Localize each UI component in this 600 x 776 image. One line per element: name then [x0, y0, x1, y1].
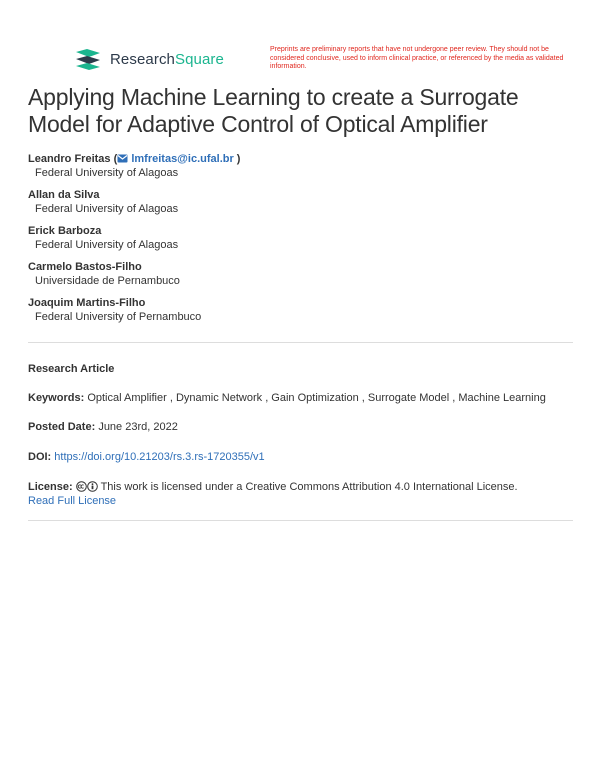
research-square-logo[interactable] [74, 46, 224, 72]
divider-top [28, 342, 573, 343]
author-email-link[interactable] [117, 153, 233, 165]
doi-line [28, 450, 578, 464]
paper-title: Applying Machine Learning to create a Surrogate Model for Adaptive Control of Optical Amplifier [28, 84, 519, 137]
author-affiliation: Universidade de Pernambuco [35, 275, 180, 287]
brand-name [110, 51, 224, 68]
brand-name-square: Square [175, 50, 224, 68]
author-email[interactable]: lmfreitas@ic.ufal.br [131, 153, 234, 165]
keywords-label: Keywords: [28, 392, 85, 404]
author-affiliation: Federal University of Pernambuco [35, 311, 202, 323]
author-name [28, 152, 576, 166]
author-email-close: ) [233, 153, 241, 165]
author-affiliation: Federal University of Alagoas [35, 239, 179, 251]
preprint-notice: Preprints are preliminary reports that have not undergone peer review. They should not be considered conclusive, used to inform clinical practice, or referenced by the media as validated information. [270, 46, 564, 70]
author-name-text: Leandro Freitas [28, 153, 111, 165]
cc-icon[interactable] [76, 481, 87, 492]
posted-date-line [28, 420, 578, 434]
research-square-logo-icon [74, 48, 104, 70]
license-text: This work is licensed under a Creative Commons Attribution 4.0 International License. [100, 481, 518, 493]
cc-by-icon[interactable] [87, 481, 98, 492]
author-affiliation: Federal University of Alagoas [35, 203, 179, 215]
posted-date-value: June 23rd, 2022 [98, 421, 178, 433]
author-name: Joaquim Martins-Filho [28, 297, 146, 309]
license-line [28, 480, 578, 508]
keywords-line [28, 391, 578, 405]
doi-label: DOI: [28, 451, 52, 463]
author-name: Erick Barboza [28, 225, 102, 237]
read-full-license-link[interactable]: Read Full License [28, 495, 117, 507]
author-email-group: ( [113, 153, 118, 165]
mail-icon [117, 154, 128, 163]
author-name: Allan da Silva [28, 189, 100, 201]
brand-name-research: Research [110, 50, 175, 68]
author-name: Carmelo Bastos-Filho [28, 261, 142, 273]
article-type [28, 362, 578, 376]
keywords-value: Optical Amplifier , Dynamic Network , Gain Optimization , Surrogate Model , Machine Learning [87, 392, 546, 404]
article-type-text: Research Article [28, 363, 115, 375]
author-list [28, 152, 576, 332]
posted-date-label: Posted Date: [28, 421, 96, 433]
doi-link[interactable]: https://doi.org/10.21203/rs.3.rs-1720355/v1 [54, 451, 265, 463]
divider-bottom [28, 520, 573, 521]
license-label: License: [28, 481, 73, 493]
author-affiliation: Federal University of Alagoas [35, 167, 179, 179]
